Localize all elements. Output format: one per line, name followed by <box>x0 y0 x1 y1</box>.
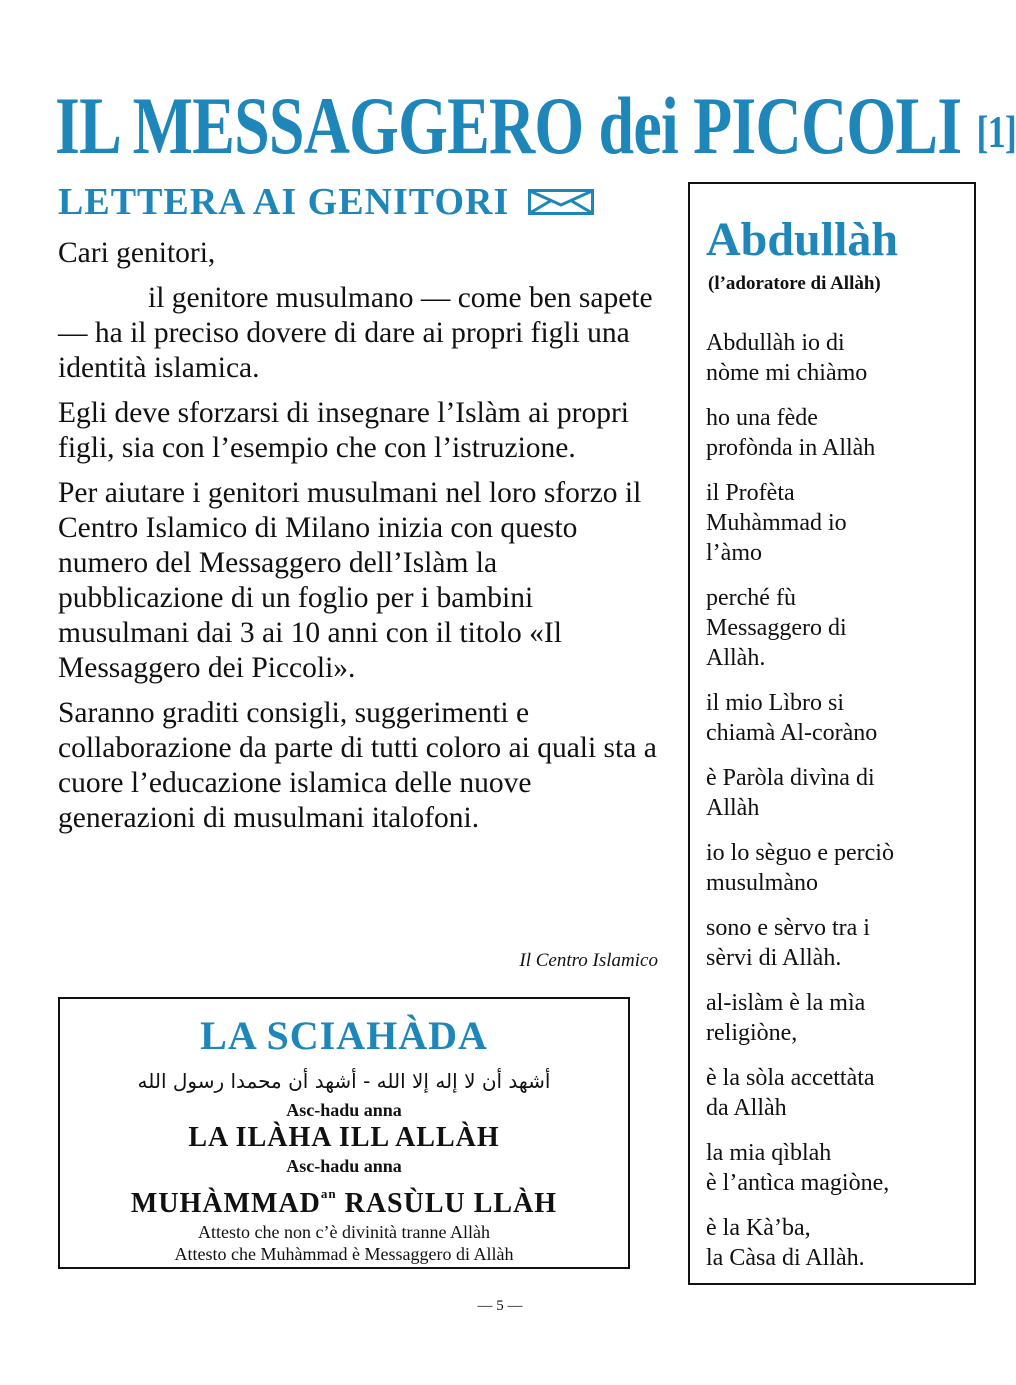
verse: sono e sèrvo tra i sèrvi di Allàh. <box>706 915 870 971</box>
letter-heading <box>58 180 594 224</box>
shahada-title: LA SCIAHÀDA <box>200 1013 488 1058</box>
abdullah-box <box>688 182 976 1285</box>
letter-paragraph: Egli deve sforzarsi di insegnare l’Islàm ai propri figli, sia con l’esempio che con l’istruzione. <box>58 397 629 464</box>
verses-list <box>706 328 968 1288</box>
issue-number: [1] <box>976 106 1016 157</box>
shahada-line-2-sup: an <box>320 1186 337 1201</box>
shahada-translation-1: Attesto che non c’è divinità tranne Allàh <box>198 1222 490 1242</box>
shahada-line-2-rest: RASÙLU LLÀH <box>336 1188 558 1219</box>
verse: la mia qìblah è l’antìca magiòne, <box>706 1140 890 1196</box>
shahada-line-2-main: MUHÀMMAD <box>130 1188 321 1219</box>
page-title <box>55 78 1016 180</box>
letter-paragraph: Saranno graditi consigli, suggerimenti e collaborazione da parte di tutti coloro ai quali sta a cuore l’educazione islamica delle nuove generazioni di musulmani italofoni. <box>58 697 657 834</box>
letter-body <box>58 236 660 846</box>
shahada-arabic: أشهد أن لا إله إلا الله - أشهد أن محمدا رسول الله <box>137 1069 551 1093</box>
verse: il Profèta Muhàmmad io l’àmo <box>706 480 847 566</box>
shahada-box <box>58 997 630 1269</box>
shahada-line-1: LA ILÀHA ILL ALLÀH <box>188 1122 500 1153</box>
verse: ho una fède profònda in Allàh <box>706 405 876 461</box>
shahada-line-2 <box>60 1177 628 1221</box>
shahada-sub-1: Asc-hadu anna <box>286 1100 402 1120</box>
page-number: — 5 — <box>477 1298 523 1314</box>
shahada-translation-2: Attesto che Muhàmmad è Messaggero di Allàh <box>174 1244 514 1264</box>
verse: è la sòla accettàta da Allàh <box>706 1065 875 1121</box>
verse: Abdullàh io di nòme mi chiàmo <box>706 330 868 386</box>
verse: perché fù Messaggero di Allàh. <box>706 585 847 671</box>
letter-greeting: Cari genitori, <box>58 237 216 269</box>
letter-heading-text: LETTERA AI GENITORI <box>58 181 510 223</box>
verse: al-islàm è la mìa religiòne, <box>706 990 866 1046</box>
verse: è la Kà’ba, la Càsa di Allàh. <box>706 1215 865 1271</box>
letter-signature: Il Centro Islamico <box>519 950 658 971</box>
verse: il mio Lìbro si chiamà Al-coràno <box>706 690 878 746</box>
verse: io lo sèguo e perciò musulmàno <box>706 840 894 896</box>
shahada-sub-2: Asc-hadu anna <box>286 1156 402 1176</box>
envelope-icon <box>528 189 594 215</box>
letter-paragraph <box>58 281 660 386</box>
verse: è Paròla divìna di Allàh <box>706 765 875 821</box>
letter-paragraph: Per aiutare i genitori musulmani nel loro sforzo il Centro Islamico di Milano inizia con questo numero del Messaggero dell’Islàm la pubblicazione di un foglio per i bambini musulmani dai 3 ai 10 anni con il titolo «Il Messaggero dei Piccoli». <box>58 477 642 684</box>
abdullah-subtitle: (l’adoratore di Allàh) <box>708 273 881 294</box>
title-text: IL MESSAGGERO dei PICCOLI <box>55 80 962 171</box>
letter-paragraph-text: il genitore musulmano — come ben sapete — ha il preciso dovere di dare ai propri figli una identità islamica. <box>58 282 653 384</box>
abdullah-title: Abdullàh <box>706 213 899 266</box>
